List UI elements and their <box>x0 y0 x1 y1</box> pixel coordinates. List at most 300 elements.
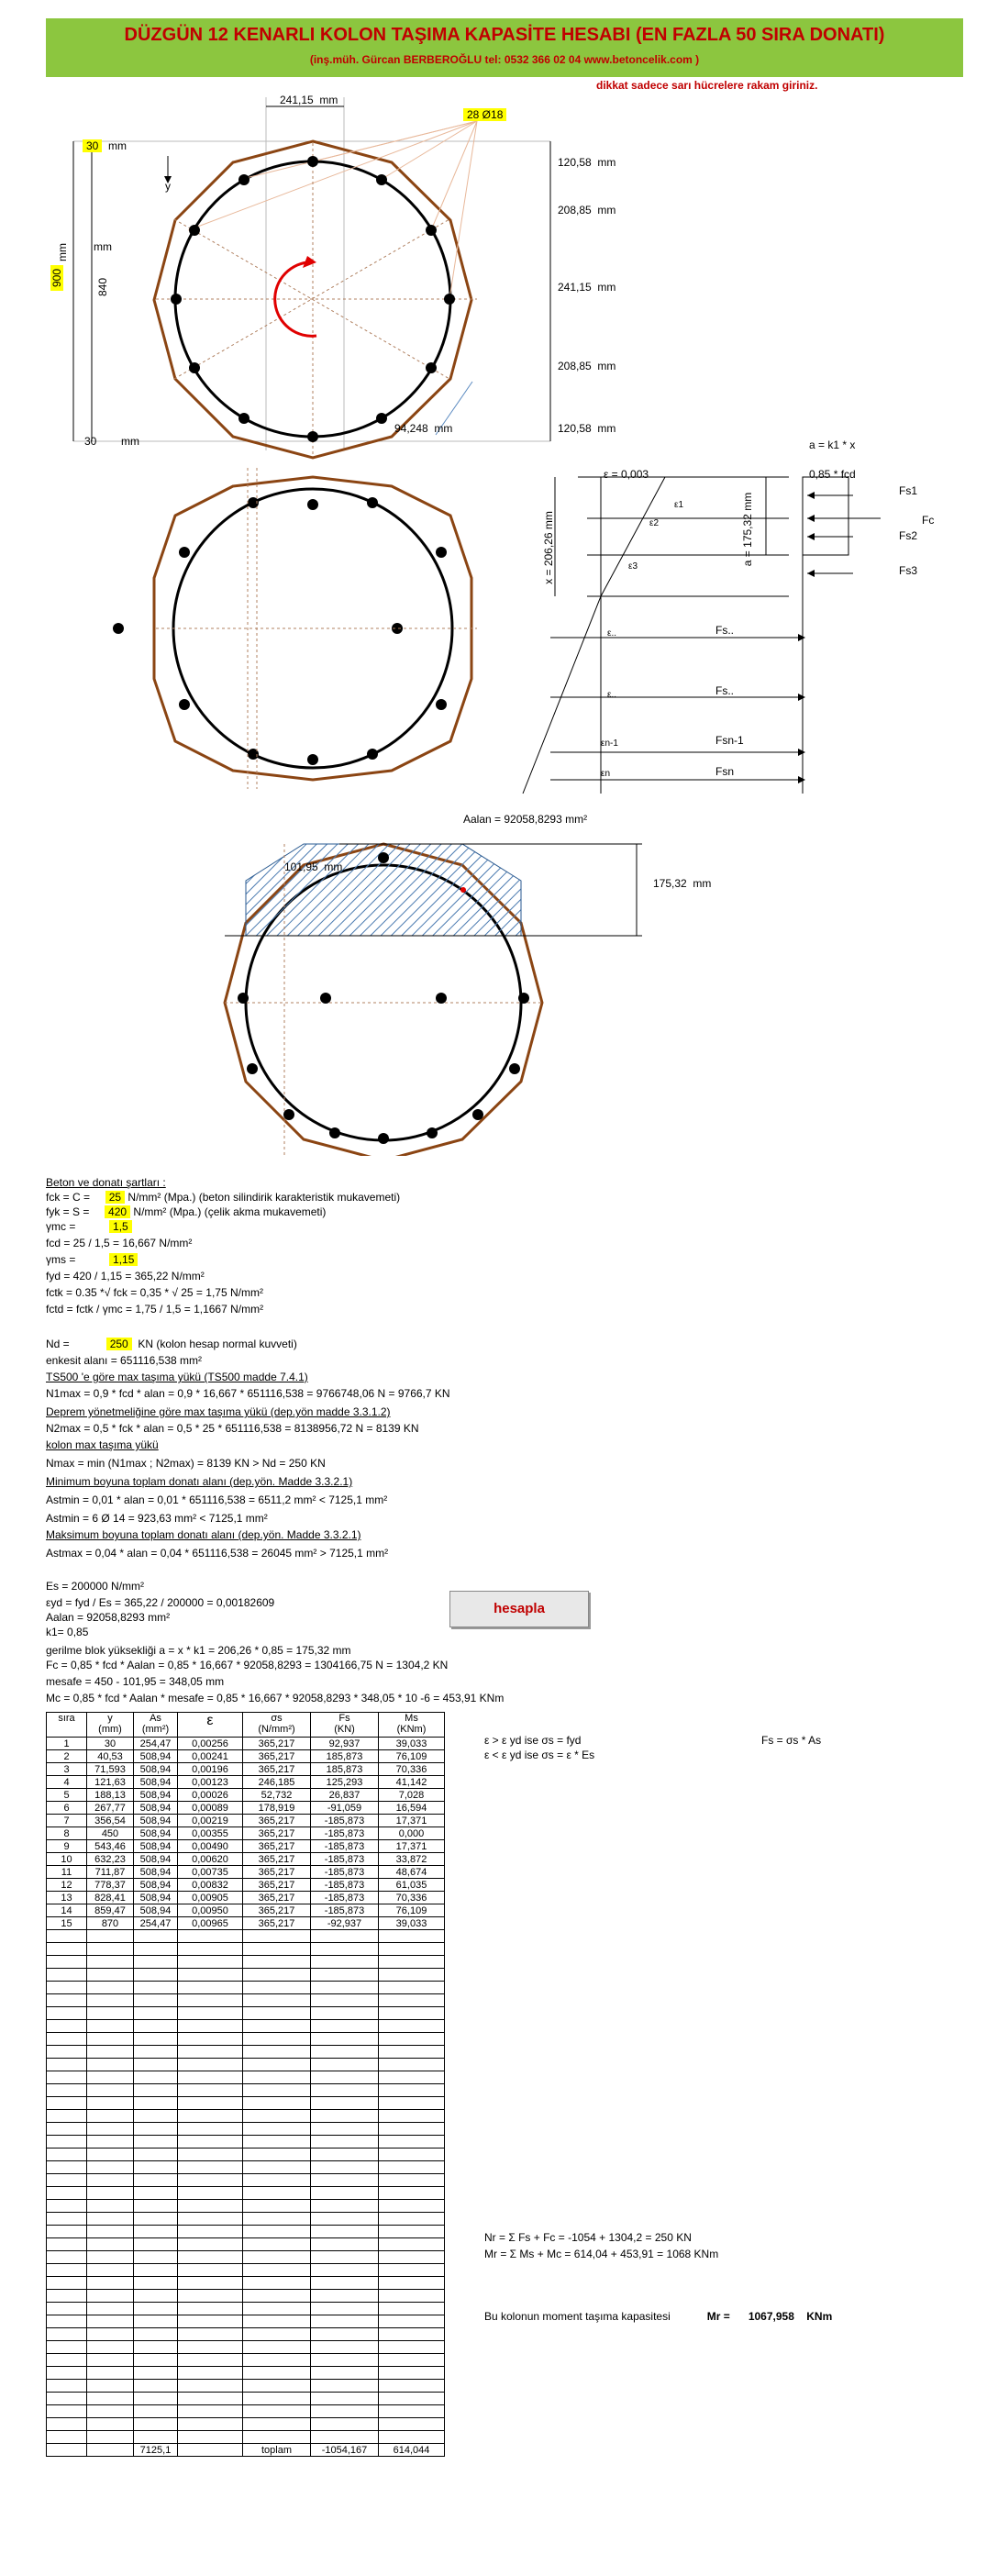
table-cell: -92,937 <box>311 1917 379 1930</box>
table-empty-row <box>47 1969 445 1982</box>
mr-row: Mr = Σ Ms + Mc = 614,04 + 453,91 = 1068 KNm <box>484 2248 719 2260</box>
force-fs1: Fs1 <box>899 484 918 497</box>
table-cell <box>87 2303 134 2315</box>
table-cell <box>87 1969 134 1982</box>
table-cell: 0,00735 <box>178 1866 243 1879</box>
table-cell <box>134 2354 178 2367</box>
table-cell <box>47 2123 87 2136</box>
table-cell <box>379 2251 445 2264</box>
table-cell: -91,059 <box>311 1802 379 1815</box>
table-cell <box>178 2328 243 2341</box>
table-cell <box>311 1943 379 1956</box>
table-cell <box>243 1969 311 1982</box>
table-cell: 508,94 <box>134 1853 178 1866</box>
table-cell <box>243 2161 311 2174</box>
table-cell <box>243 2277 311 2290</box>
rebar-label-input[interactable]: 28 Ø18 <box>463 108 506 121</box>
table-cell <box>47 2264 87 2277</box>
table-cell: 26,837 <box>311 1789 379 1802</box>
table-cell <box>379 2020 445 2033</box>
table-footer-cell: -1054,167 <box>311 2444 379 2457</box>
table-cell: 0,00089 <box>178 1802 243 1815</box>
table-cell <box>243 2200 311 2213</box>
table-empty-row <box>47 2277 445 2290</box>
table-cell <box>47 2071 87 2084</box>
table-cell <box>379 1994 445 2007</box>
table-cell <box>87 2238 134 2251</box>
table-cell <box>311 2393 379 2405</box>
table-cell: 121,63 <box>87 1776 134 1789</box>
right-dim: 175,32 mm <box>653 877 712 890</box>
table-cell <box>178 2264 243 2277</box>
table-cell <box>178 2174 243 2187</box>
table-cell <box>134 2136 178 2149</box>
force-fsn: Fsn <box>715 765 735 778</box>
table-empty-row <box>47 2405 445 2418</box>
table-cell <box>311 2251 379 2264</box>
height-outer-input[interactable]: 900 <box>50 265 63 291</box>
table-cell <box>379 2097 445 2110</box>
y-axis-label: y <box>165 180 171 193</box>
fc-row: Fc = 0,85 * fcd * Aalan = 0,85 * 16,667 * 92058,8293 = 1304166,75 N = 1304,2 KN <box>46 1659 449 1671</box>
table-cell: 12 <box>47 1879 87 1892</box>
table-cell <box>178 2226 243 2238</box>
table-cell <box>47 2328 87 2341</box>
force-fs5: Fs.. <box>715 684 734 697</box>
table-cell <box>47 2367 87 2380</box>
table-cell: 254,47 <box>134 1917 178 1930</box>
table-cell <box>178 2059 243 2071</box>
table-cell <box>134 2405 178 2418</box>
table-cell <box>134 2007 178 2020</box>
table-empty-row <box>47 2123 445 2136</box>
table-row <box>47 1763 445 1776</box>
table-cell <box>134 2251 178 2264</box>
table-empty-row <box>47 2033 445 2046</box>
table-cell <box>87 2174 134 2187</box>
table-cell <box>311 2226 379 2238</box>
table-cell <box>87 1982 134 1994</box>
table-cell <box>47 1982 87 1994</box>
table-cell <box>379 1943 445 1956</box>
table-cell: 508,94 <box>134 1763 178 1776</box>
table-cell: 0,00355 <box>178 1827 243 1840</box>
table-cell <box>311 2303 379 2315</box>
table-cell <box>87 1994 134 2007</box>
table-cell: 711,87 <box>87 1866 134 1879</box>
table-cell: 9 <box>47 1840 87 1853</box>
table-cell: 365,217 <box>243 1750 311 1763</box>
nr-row: Nr = Σ Fs + Fc = -1054 + 1304,2 = 250 KN <box>484 2231 692 2244</box>
table-empty-row <box>47 2290 445 2303</box>
ts500-head: TS500 'e göre max taşıma yükü (TS500 madde 7.4.1) <box>46 1371 308 1383</box>
table-cell: 365,217 <box>243 1827 311 1840</box>
table-cell <box>134 2238 178 2251</box>
table-cell <box>47 1956 87 1969</box>
table-cell <box>311 2110 379 2123</box>
table-cell <box>243 1930 311 1943</box>
table-cell: 6 <box>47 1802 87 1815</box>
a-equation: a = k1 * x <box>809 439 856 451</box>
table-cell <box>134 2059 178 2071</box>
table-row <box>47 1892 445 1904</box>
table-cell <box>178 2418 243 2431</box>
table-cell <box>178 2380 243 2393</box>
table-cell: 13 <box>47 1892 87 1904</box>
table-cell: -185,873 <box>311 1879 379 1892</box>
k1-row: k1= 0,85 <box>46 1626 89 1638</box>
fyk-row: fyk = S = 420 N/mm² (Mpa.) (çelik akma mukavemeti) <box>46 1205 327 1218</box>
table-cell: 15 <box>47 1917 87 1930</box>
table-cell: 17,371 <box>379 1815 445 1827</box>
gms-input[interactable]: 1,15 <box>109 1253 138 1266</box>
table-cell <box>379 2123 445 2136</box>
table-cell: 0,00026 <box>178 1789 243 1802</box>
table-cell <box>243 2033 311 2046</box>
table-cell <box>311 2084 379 2097</box>
table-cell <box>311 2418 379 2431</box>
table-empty-row <box>47 2393 445 2405</box>
fcd-label: 0,85 * fcd <box>809 468 856 481</box>
force-fc: Fc <box>922 514 935 527</box>
table-cell: 365,217 <box>243 1763 311 1776</box>
table-cell <box>243 2071 311 2084</box>
fck-input[interactable]: 25 <box>105 1191 125 1204</box>
gerilme-row: gerilme blok yüksekliği a = x * k1 = 206,26 * 0,85 = 175,32 mm <box>46 1644 351 1657</box>
table-cell: -185,873 <box>311 1866 379 1879</box>
table-cell <box>243 2174 311 2187</box>
table-cell <box>178 1969 243 1982</box>
table-cell: 0,00219 <box>178 1815 243 1827</box>
table-footer-cell <box>87 2444 134 2457</box>
table-cell <box>87 1930 134 1943</box>
table-cell <box>178 2007 243 2020</box>
table-cell: 178,919 <box>243 1802 311 1815</box>
table-cell <box>134 2341 178 2354</box>
table-empty-row <box>47 2174 445 2187</box>
table-cell: 14 <box>47 1904 87 1917</box>
table-cell <box>379 1982 445 1994</box>
table-cell <box>87 2367 134 2380</box>
table-cell <box>178 2020 243 2033</box>
table-cell: 859,47 <box>87 1904 134 1917</box>
table-cell <box>134 2084 178 2097</box>
table-cell <box>311 2200 379 2213</box>
table-cell: 70,336 <box>379 1763 445 1776</box>
rule-3: Fs = σs * As <box>761 1734 822 1747</box>
table-cell <box>178 2097 243 2110</box>
table-cell <box>379 2315 445 2328</box>
table-row <box>47 1904 445 1917</box>
table-cell <box>379 2046 445 2059</box>
x-label: x = 206,26 mm <box>541 511 555 584</box>
table-cell: -185,873 <box>311 1840 379 1853</box>
table-cell: 0,00196 <box>178 1763 243 1776</box>
table-cell <box>243 2418 311 2431</box>
table-cell <box>134 1982 178 1994</box>
table-cell: -185,873 <box>311 1853 379 1866</box>
table-cell <box>379 2136 445 2149</box>
table-cell: 508,94 <box>134 1750 178 1763</box>
table-cell <box>243 1956 311 1969</box>
hesapla-button[interactable]: hesapla <box>449 1591 589 1627</box>
table-cell <box>87 2418 134 2431</box>
table-cell <box>134 1943 178 1956</box>
table-footer-cell: toplam <box>243 2444 311 2457</box>
cover-top: 30 mm <box>83 139 127 152</box>
table-cell <box>178 2405 243 2418</box>
table-empty-row <box>47 1943 445 1956</box>
gmc-input[interactable]: 1,5 <box>109 1220 132 1233</box>
table-cell <box>47 1943 87 1956</box>
table-cell: 0,00256 <box>178 1738 243 1750</box>
table-cell <box>311 2161 379 2174</box>
es-row: Es = 200000 N/mm² <box>46 1580 145 1593</box>
col-sira: sıra <box>47 1713 87 1738</box>
mc-row: Mc = 0,85 * fcd * Aalan * mesafe = 0,85 * 16,667 * 92058,8293 * 348,05 * 10 -6 = 453,91 KNm <box>46 1692 505 1704</box>
table-cell <box>178 2354 243 2367</box>
col-fs: Fs (KN) <box>311 1713 379 1738</box>
table-cell <box>243 2007 311 2020</box>
table-cell <box>311 2097 379 2110</box>
table-cell: -185,873 <box>311 1827 379 1840</box>
top-dim: 241,15 mm <box>280 94 338 106</box>
table-cell <box>87 2097 134 2110</box>
table-cell <box>87 2110 134 2123</box>
table-empty-row <box>47 2213 445 2226</box>
table-cell: -185,873 <box>311 1904 379 1917</box>
table-cell <box>243 2290 311 2303</box>
table-cell: 1 <box>47 1738 87 1750</box>
table-cell <box>379 2431 445 2444</box>
table-cell <box>311 2020 379 2033</box>
col-eps: ε <box>178 1713 243 1738</box>
fyk-input[interactable]: 420 <box>105 1205 130 1218</box>
left-dim: 101,95 mm <box>284 861 343 873</box>
table-cell <box>178 1982 243 1994</box>
table-empty-row <box>47 1956 445 1969</box>
dep-head: Deprem yönetmeliğine göre max taşıma yükü (dep.yön madde 3.3.1.2) <box>46 1405 391 1418</box>
col-sigma: σs (N/mm²) <box>243 1713 311 1738</box>
table-cell <box>87 2431 134 2444</box>
table-cell <box>134 2367 178 2380</box>
table-empty-row <box>47 2097 445 2110</box>
table-cell <box>178 2277 243 2290</box>
table-cell <box>243 2149 311 2161</box>
table-cell: 30 <box>87 1738 134 1750</box>
table-cell <box>134 2200 178 2213</box>
table-cell: 0,00123 <box>178 1776 243 1789</box>
table-cell <box>311 1969 379 1982</box>
column-section-diagram <box>0 88 987 473</box>
table-cell <box>243 2110 311 2123</box>
nmax-row: Nmax = min (N1max ; N2max) = 8139 KN > Nd = 250 KN <box>46 1457 326 1470</box>
table-cell: 450 <box>87 1827 134 1840</box>
astmin1-row: Astmin = 0,01 * alan = 0,01 * 651116,538 = 6511,2 mm² < 7125,1 mm² <box>46 1493 388 1506</box>
table-cell <box>178 2033 243 2046</box>
table-cell <box>379 2380 445 2393</box>
table-cell <box>87 2251 134 2264</box>
table-cell <box>311 2136 379 2149</box>
table-row <box>47 1802 445 1815</box>
table-cell: 39,033 <box>379 1917 445 1930</box>
table-cell <box>311 2354 379 2367</box>
table-cell: 70,336 <box>379 1892 445 1904</box>
table-cell <box>47 2149 87 2161</box>
table-cell: 41,142 <box>379 1776 445 1789</box>
table-cell <box>178 1930 243 1943</box>
table-empty-row <box>47 2046 445 2059</box>
table-cell <box>243 2020 311 2033</box>
table-cell <box>87 2264 134 2277</box>
table-cell: 0,00905 <box>178 1892 243 1904</box>
table-cell: -185,873 <box>311 1892 379 1904</box>
table-cell <box>87 2071 134 2084</box>
table-cell <box>243 1943 311 1956</box>
table-cell <box>134 2174 178 2187</box>
table-cell <box>243 2097 311 2110</box>
table-cell <box>243 2431 311 2444</box>
col-y: y (mm) <box>87 1713 134 1738</box>
table-cell: 17,371 <box>379 1840 445 1853</box>
table-cell <box>134 2328 178 2341</box>
table-cell <box>379 2277 445 2290</box>
table-cell <box>47 2046 87 2059</box>
table-cell <box>47 1930 87 1943</box>
table-cell: 365,217 <box>243 1853 311 1866</box>
table-cell: 52,732 <box>243 1789 311 1802</box>
table-cell <box>47 2020 87 2033</box>
table-cell: 543,46 <box>87 1840 134 1853</box>
table-cell <box>134 2380 178 2393</box>
n2-row: N2max = 0,5 * fck * alan = 0,5 * 25 * 651116,538 = 8138956,72 N = 8139 KN <box>46 1422 419 1435</box>
table-cell: 267,77 <box>87 1802 134 1815</box>
nd-input[interactable]: 250 <box>106 1338 132 1350</box>
table-cell <box>47 2033 87 2046</box>
table-cell <box>47 2431 87 2444</box>
table-cell: 828,41 <box>87 1892 134 1904</box>
table-cell <box>243 2303 311 2315</box>
table-cell <box>47 2405 87 2418</box>
table-cell <box>87 2405 134 2418</box>
table-footer-cell: 7125,1 <box>134 2444 178 2457</box>
table-cell <box>311 2071 379 2084</box>
table-cell: 0,00620 <box>178 1853 243 1866</box>
mm-label-a: mm <box>56 243 69 261</box>
eps-2: ε2 <box>649 518 660 528</box>
table-cell <box>47 2303 87 2315</box>
table-cell <box>47 2341 87 2354</box>
table-cell <box>243 2328 311 2341</box>
table-cell <box>379 2290 445 2303</box>
table-cell <box>243 2213 311 2226</box>
n1-row: N1max = 0,9 * fcd * alan = 0,9 * 16,667 * 651116,538 = 9766748,06 N = 9766,7 KN <box>46 1387 450 1400</box>
table-cell <box>134 2418 178 2431</box>
table-row <box>47 1750 445 1763</box>
table-cell <box>379 2033 445 2046</box>
table-cell <box>311 2328 379 2341</box>
nd-row: Nd = 250 KN (kolon hesap normal kuvveti) <box>46 1338 297 1350</box>
table-cell <box>134 2213 178 2226</box>
table-cell <box>134 2187 178 2200</box>
table-cell: 508,94 <box>134 1815 178 1827</box>
table-cell <box>134 2123 178 2136</box>
table-cell <box>134 1930 178 1943</box>
right-dim-4: 208,85 mm <box>558 360 616 372</box>
table-cell <box>178 2315 243 2328</box>
table-cell <box>311 2213 379 2226</box>
table-empty-row <box>47 2354 445 2367</box>
table-cell <box>311 2290 379 2303</box>
table-cell: 40,53 <box>87 1750 134 1763</box>
table-cell: 185,873 <box>311 1750 379 1763</box>
table-cell <box>379 1930 445 1943</box>
right-dim-3: 241,15 mm <box>558 281 616 294</box>
table-cell <box>47 2226 87 2238</box>
table-cell <box>311 2187 379 2200</box>
inputs-heading: Beton ve donatı şartları : <box>46 1176 166 1189</box>
table-cell <box>87 2123 134 2136</box>
table-cell: 48,674 <box>379 1866 445 1879</box>
table-cell <box>178 1994 243 2007</box>
table-cell <box>178 2071 243 2084</box>
table-cell <box>134 2110 178 2123</box>
table-cell <box>311 2046 379 2059</box>
table-cell <box>243 2084 311 2097</box>
table-empty-row <box>47 2136 445 2149</box>
table-cell <box>379 2174 445 2187</box>
table-cell <box>379 2264 445 2277</box>
table-cell <box>47 1994 87 2007</box>
table-cell <box>379 2367 445 2380</box>
table-cell <box>379 2187 445 2200</box>
table-cell <box>311 2238 379 2251</box>
table-cell <box>47 2161 87 2174</box>
mesafe-row: mesafe = 450 - 101,95 = 348,05 mm <box>46 1675 225 1688</box>
table-cell <box>379 2213 445 2226</box>
table-cell <box>87 2290 134 2303</box>
table-cell: 33,872 <box>379 1853 445 1866</box>
area-row: enkesit alanı = 651116,538 mm² <box>46 1354 202 1367</box>
table-cell <box>311 2123 379 2136</box>
table-cell: 246,185 <box>243 1776 311 1789</box>
table-cell <box>47 2174 87 2187</box>
table-cell: 92,937 <box>311 1738 379 1750</box>
table-cell: 76,109 <box>379 1904 445 1917</box>
cover-bottom: 30 mm <box>84 435 140 448</box>
table-cell: 0,00950 <box>178 1904 243 1917</box>
right-dim-2: 208,85 mm <box>558 204 616 217</box>
table-cell <box>243 1994 311 2007</box>
table-cell: 0,00241 <box>178 1750 243 1763</box>
table-cell <box>87 2161 134 2174</box>
capacity-row: Bu kolonun moment taşıma kapasitesi Mr = 1067,958 KNm <box>484 2310 833 2323</box>
eps-7: εn <box>601 769 611 779</box>
table-cell <box>243 2380 311 2393</box>
table-cell: 365,217 <box>243 1815 311 1827</box>
table-empty-row <box>47 2110 445 2123</box>
table-cell <box>379 2238 445 2251</box>
table-cell <box>87 2341 134 2354</box>
table-empty-row <box>47 2238 445 2251</box>
table-cell: 61,035 <box>379 1879 445 1892</box>
table-cell: 365,217 <box>243 1866 311 1879</box>
table-cell <box>87 2046 134 2059</box>
table-cell <box>311 2059 379 2071</box>
table-cell <box>311 2341 379 2354</box>
table-cell: 76,109 <box>379 1750 445 1763</box>
table-cell <box>134 1969 178 1982</box>
